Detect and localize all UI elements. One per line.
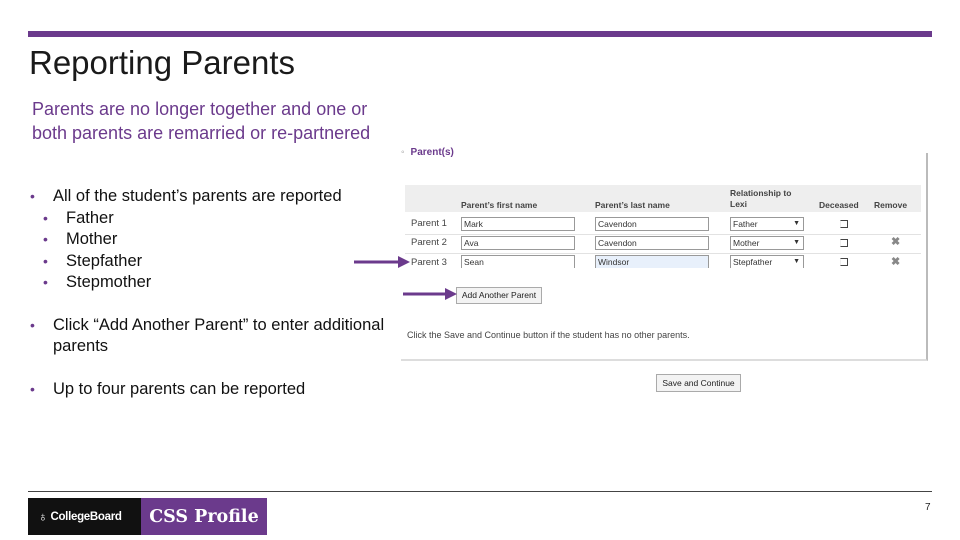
col-deceased: Deceased [819,200,859,210]
row-divider [405,234,921,235]
collegeboard-logo-text: CollegeBoard [50,510,122,523]
arrow-to-add-button-icon [403,287,457,301]
parent-2-last-name[interactable]: Cavendon [595,236,709,250]
parent-3-relationship-value: Stepfather [733,257,773,267]
parent-1-first-name[interactable]: Mark [461,217,575,231]
parent-2-relationship-value: Mother [733,238,760,248]
parent-2-relationship-select[interactable] [730,236,804,250]
col-last-name: Parent’s last name [595,200,670,210]
bullet-four-parents: • Up to four parents can be reported [30,379,390,401]
slide-title: Reporting Parents [29,44,295,81]
sub-item-mother: • Mother [43,229,390,251]
parent-type-list [43,208,390,294]
col-relationship: Relationship to Lexi [730,188,792,209]
bullet-all-parents: • All of the student’s parents are reported [30,186,390,208]
save-continue-note: Click the Save and Continue button if the student has no other parents. [407,330,690,340]
bullet-add-parent: • Click “Add Another Parent” to enter additional parents [30,315,390,358]
parent-2-deceased-checkbox[interactable] [840,239,848,247]
bullet-list [30,186,390,400]
parent-2-first-name[interactable]: Ava [461,236,575,250]
sub-item-father: • Father [43,208,390,230]
parent-1-last-name[interactable]: Cavendon [595,217,709,231]
parent-3-label: Parent 3 [411,257,447,268]
collapse-icon: ◦ [401,147,405,158]
collegeboard-logo [28,498,141,535]
page-number: 7 [925,502,931,513]
sub-item-stepmother: • Stepmother [43,272,390,294]
parent-3-deceased-checkbox[interactable] [840,258,848,266]
top-accent-bar [28,31,932,37]
acorn-icon: ♁ [38,509,48,524]
save-and-continue-button[interactable]: Save and Continue [656,374,741,392]
dropdown-caret-icon: ▼ [793,258,800,265]
row-divider [405,253,921,254]
col-remove: Remove [874,200,908,210]
parent-3-relationship-select[interactable] [730,255,804,268]
parent-3-first-name[interactable]: Sean [461,255,575,268]
section-label: Parent(s) [410,147,454,158]
parent-1-deceased-checkbox[interactable] [840,220,848,228]
dropdown-caret-icon: ▼ [793,220,800,227]
arrow-to-parent-3-icon [354,255,410,269]
parent-1-relationship-value: Father [733,219,758,229]
parent-3-last-name[interactable]: Windsor [595,255,709,268]
css-profile-logo: CSS Profile [141,498,267,535]
add-another-parent-button[interactable]: Add Another Parent [456,287,542,304]
sub-item-stepfather: • Stepfather [43,251,390,273]
parent-1-label: Parent 1 [411,218,447,229]
footer-divider [28,491,932,492]
parent-3-remove-icon[interactable]: ✖ [891,256,901,268]
parent-2-remove-icon[interactable]: ✖ [891,236,901,248]
dropdown-caret-icon: ▼ [793,239,800,246]
parent-2-label: Parent 2 [411,237,447,248]
parent-1-relationship-select[interactable] [730,217,804,231]
col-first-name: Parent’s first name [461,200,538,210]
slide-subtitle: Parents are no longer together and one or both parents are remarried or re-partnered [32,99,371,143]
